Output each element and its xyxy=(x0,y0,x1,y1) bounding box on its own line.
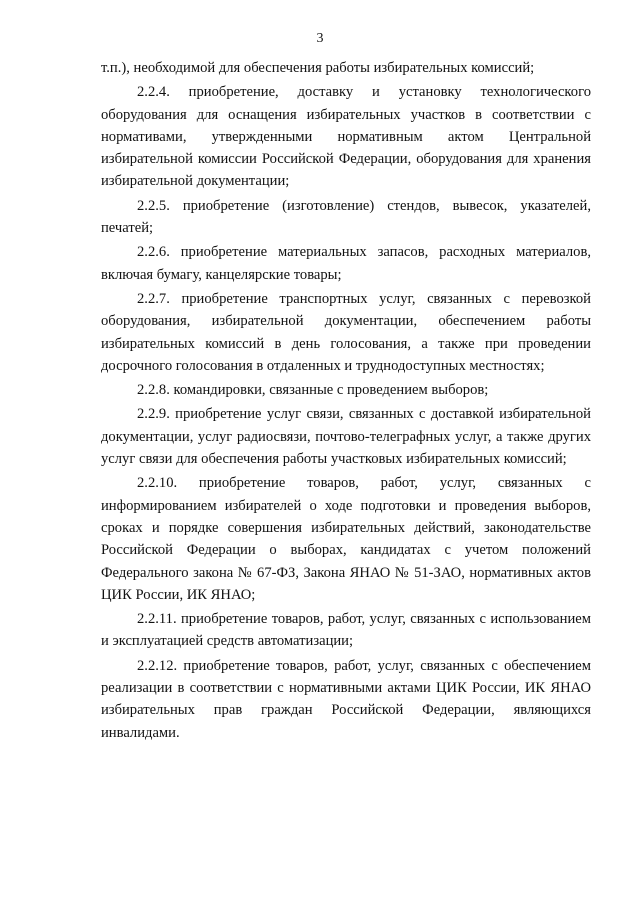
paragraph-2-2-7: 2.2.7. приобретение транспортных услуг, связанных с перевозкой оборудования, избирательной документации, обеспечением работы избирательных комиссий в день голосования, а также при проведении досрочного голосования в отдаленных и труднодоступных местностях; xyxy=(101,290,591,374)
paragraph-2-2-10: 2.2.10. приобретение товаров, работ, услуг, связанных с информированием избирателей о ходе подготовки и проведения выборов, сроках и порядке совершения избирательных действий, законодательстве Российской Федерации о выборах, кандидатах с учетом положений Федерального закона № 67-ФЗ, Закона ЯНАО № 51-ЗАО, нормативных актов ЦИК России, ИК ЯНАО; xyxy=(101,475,591,603)
paragraph-2-2-9: 2.2.9. приобретение услуг связи, связанных с доставкой избирательной документации, услуг радиосвязи, почтово-телеграфных услуг, а также других услуг связи для обеспечения работы участковых избирательных комиссий; xyxy=(101,406,591,468)
page-number: 3 xyxy=(316,31,324,46)
paragraph-2-2-6: 2.2.6. приобретение материальных запасов, расходных материалов, включая бумагу, канцелярские товары; xyxy=(101,244,591,283)
document-body xyxy=(101,57,591,746)
paragraph-2-2-12: 2.2.12. приобретение товаров, работ, услуг, связанных с обеспечением реализации в соответствии с нормативными актами ЦИК России, ИК ЯНАО избирательных прав граждан Российской Федерации, являющихся инвалидами. xyxy=(101,657,591,741)
paragraph-2-2-8: 2.2.8. командировки, связанные с проведением выборов; xyxy=(137,382,489,399)
paragraph-2-2-11: 2.2.11. приобретение товаров, работ, услуг, связанных с использованием и эксплуатацией средств автоматизации; xyxy=(101,611,591,650)
paragraph-2-2-4: 2.2.4. приобретение, доставку и установку технологического оборудования для оснащения избирательных участков в соответствии с нормативами, утвержденными нормативным актом Центральной избирательной комиссии Российской Федерации, оборудования для хранения избирательной документации; xyxy=(101,84,591,190)
paragraph-continuation: т.п.), необходимой для обеспечения работы избирательных комиссий; xyxy=(101,60,535,76)
paragraph-2-2-5: 2.2.5. приобретение (изготовление) стендов, вывесок, указателей, печатей; xyxy=(101,197,591,237)
